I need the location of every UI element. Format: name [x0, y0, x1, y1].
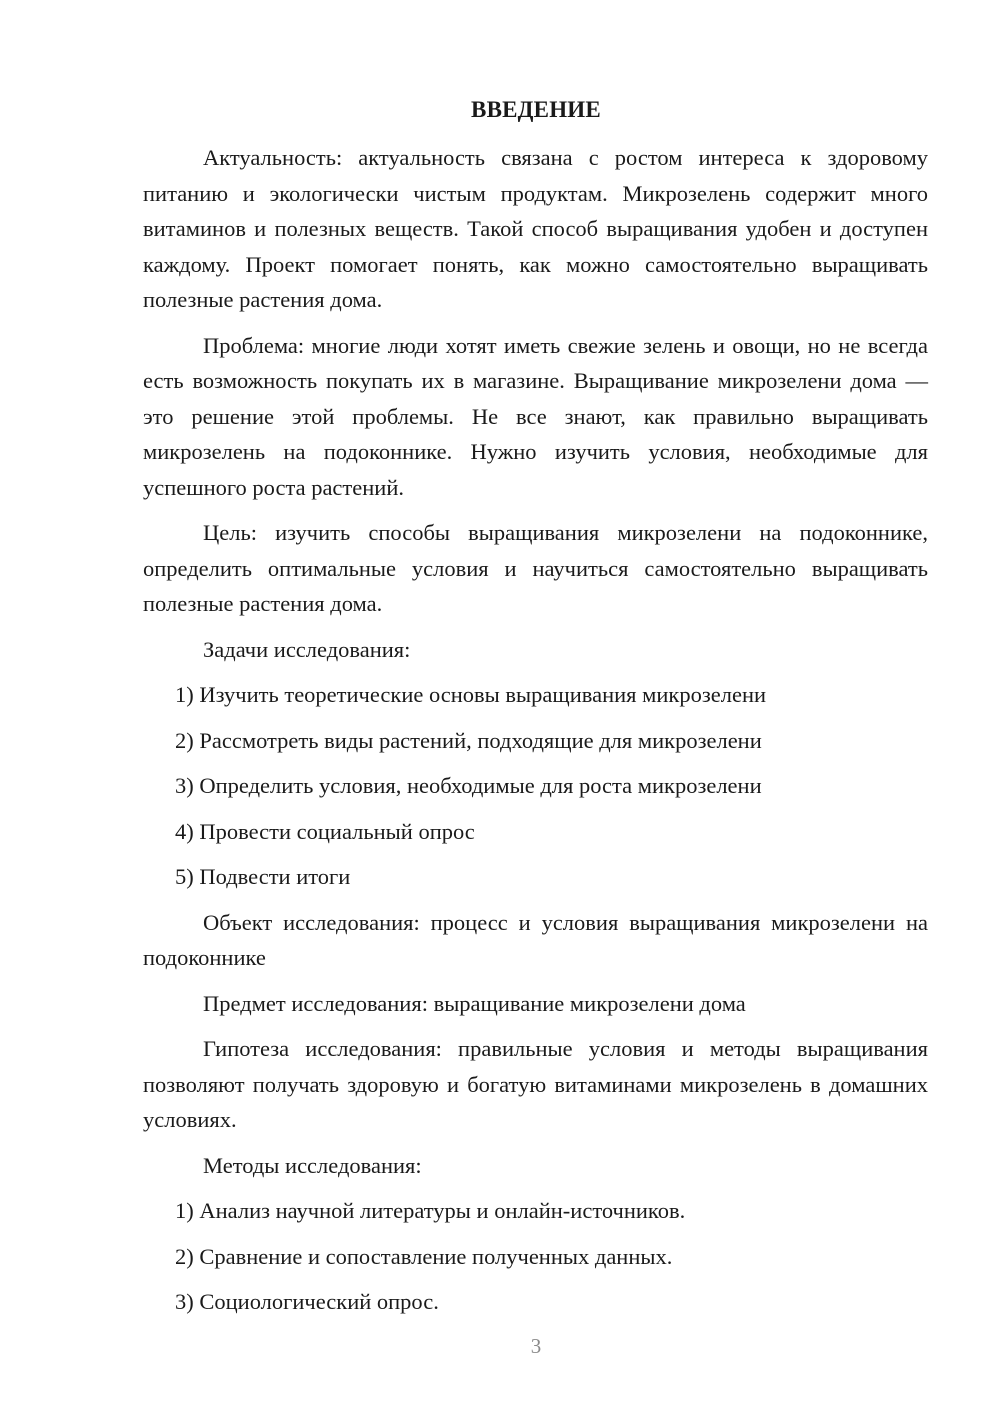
methods-heading: Методы исследования: [203, 1152, 422, 1178]
page-number: 3 [530, 1334, 542, 1358]
document-body [143, 140, 928, 1330]
list-item-method-3: 3) Социологический опрос. [175, 1289, 439, 1314]
paragraph-problem: Проблема: многие люди хотят иметь свежие зелень и овощи, но не всегда есть возможность покупать их в магазине. Выращивание микрозелени дома — это решение этой проблемы. Не все знают, как правильно выращивать микрозелень на подоконнике. Нужно изучить условия, необходимые для успешного роста растений. [143, 332, 928, 500]
page-title: ВВЕДЕНИЕ [471, 97, 601, 122]
list-item-task-5: 5) Подвести итоги [175, 864, 351, 889]
paragraph-subject: Предмет исследования: выращивание микрозелени дома [203, 990, 746, 1016]
paragraph-object: Объект исследования: процесс и условия выращивания микрозелени на подоконнике [143, 909, 928, 970]
list-item-task-1: 1) Изучить теоретические основы выращивания микрозелени [175, 682, 767, 707]
tasks-heading: Задачи исследования: [203, 636, 411, 662]
paragraph-relevance: Актуальность: актуальность связана с ростом интереса к здоровому питанию и экологически чистым продуктам. Микрозелень содержит много витаминов и полезных веществ. Такой способ выращивания удобен и доступен каждому. Проект помогает понять, как можно самостоятельно выращивать полезные растения дома. [143, 145, 928, 312]
paragraph-goal: Цель: изучить способы выращивания микрозелени на подоконнике, определить оптимальные условия и научиться самостоятельно выращивать полезные растения дома. [143, 520, 928, 616]
list-item-task-2: 2) Рассмотреть виды растений, подходящие для микрозелени [175, 727, 762, 753]
list-item-method-1: 1) Анализ научной литературы и онлайн-источников. [175, 1198, 686, 1223]
list-item-task-3: 3) Определить условия, необходимые для роста микрозелени [175, 773, 762, 798]
paragraph-hypothesis: Гипотеза исследования: правильные условия и методы выращивания позволяют получать здоровую и богатую витаминами микрозелень в домашних условиях. [143, 1036, 928, 1132]
list-item-method-2: 2) Сравнение и сопоставление полученных данных. [175, 1243, 673, 1269]
list-item-task-4: 4) Провести социальный опрос [175, 818, 475, 844]
